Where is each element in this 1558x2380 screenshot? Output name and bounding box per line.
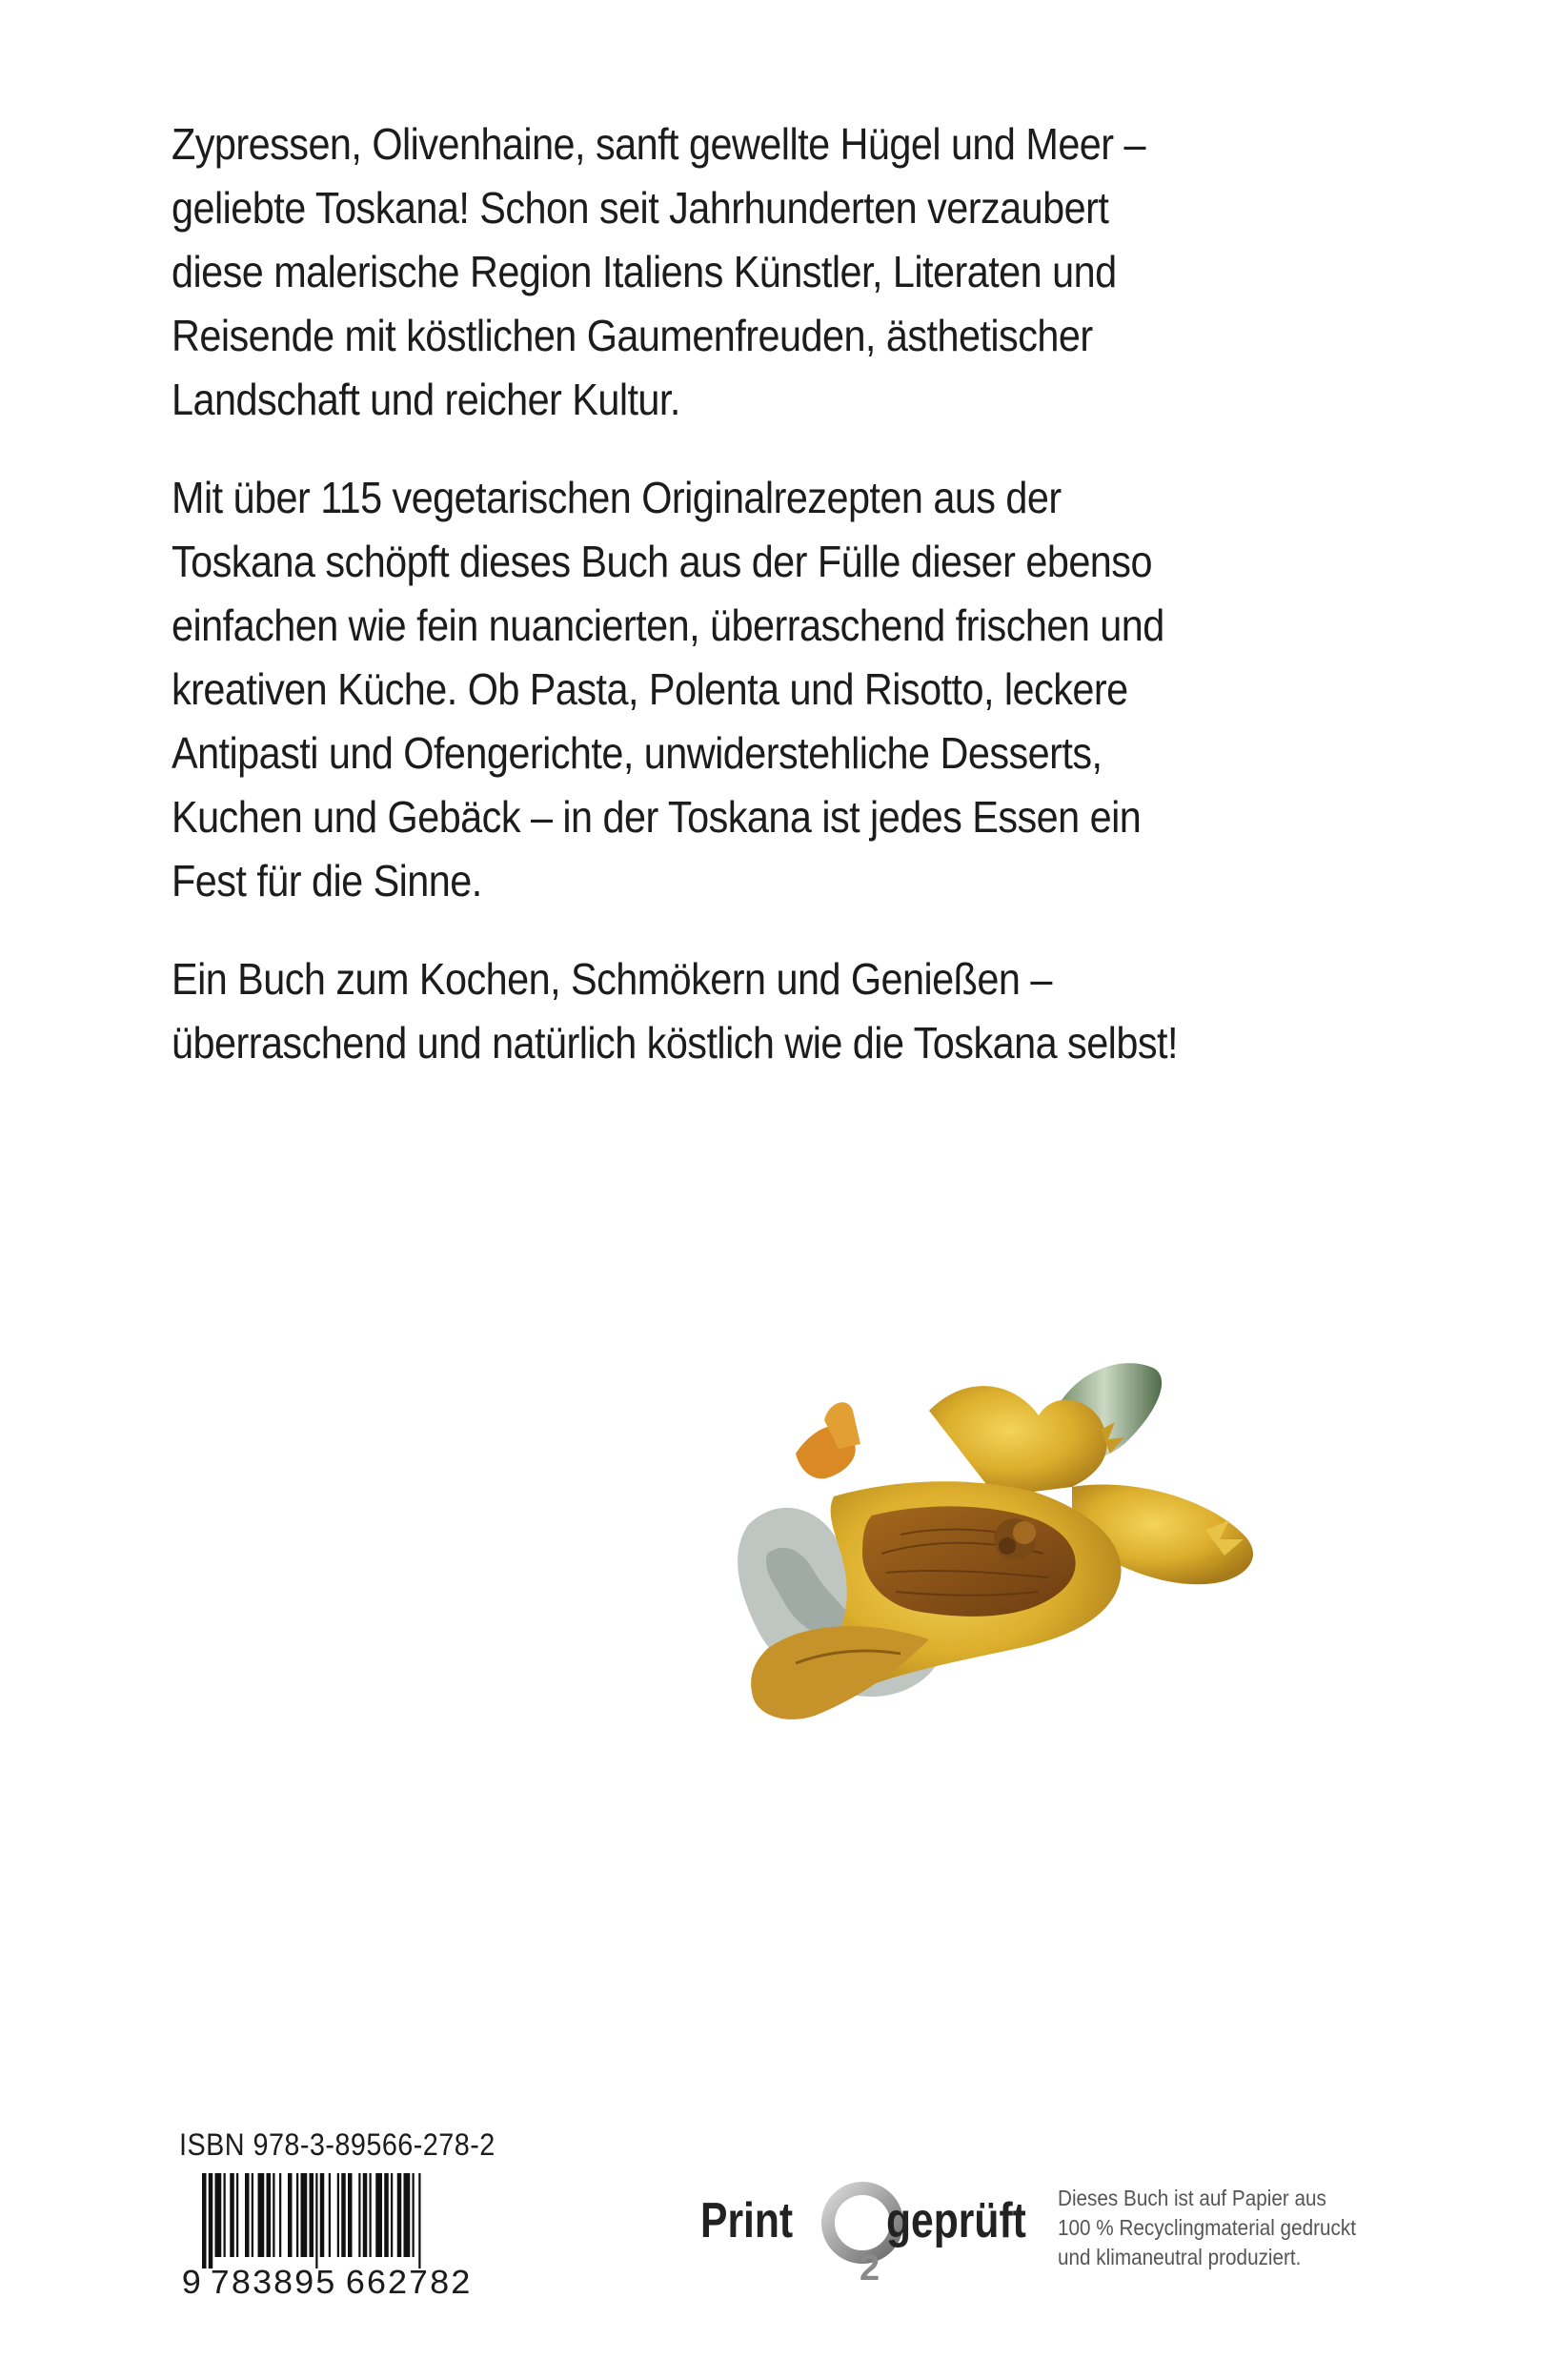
zucchini-flower-illustration bbox=[710, 1334, 1282, 1782]
logo-word-geprueft: geprüft bbox=[886, 2193, 1026, 2248]
barcode-digit-group-left: 783895 bbox=[210, 2265, 336, 2304]
barcode-bar bbox=[252, 2173, 253, 2257]
text-line: Kuchen und Gebäck – in der Toskana ist jedes Essen ein bbox=[172, 792, 1142, 842]
barcode-bar bbox=[267, 2173, 272, 2257]
barcode-bar bbox=[315, 2173, 317, 2268]
blurb-paragraph bbox=[172, 112, 1201, 432]
barcode-bar bbox=[404, 2173, 411, 2257]
barcode-bar bbox=[230, 2173, 234, 2257]
eco-note-line: und klimaneutral produziert. bbox=[1058, 2245, 1302, 2269]
text-line: Zypressen, Olivenhaine, sanft gewellte Hügel und Meer – bbox=[172, 119, 1145, 169]
logo-word-print: Print bbox=[700, 2193, 794, 2248]
barcode-bar bbox=[384, 2173, 389, 2257]
barcode-bar bbox=[296, 2173, 298, 2257]
barcode-bar bbox=[397, 2173, 402, 2257]
blurb-paragraph bbox=[172, 947, 1201, 1075]
barcode-bar bbox=[358, 2173, 360, 2257]
barcode-digit-group-right: 662782 bbox=[345, 2265, 472, 2304]
barcode-bar bbox=[320, 2173, 325, 2257]
text-line: Mit über 115 vegetarischen Originalrezepten aus der bbox=[172, 473, 1062, 522]
text-line: kreativen Küche. Ob Pasta, Polenta und Risotto, leckere bbox=[172, 664, 1128, 714]
co2-subscript: 2 bbox=[860, 2248, 880, 2288]
text-line: einfachen wie fein nuancierten, überraschend frischen und bbox=[172, 600, 1164, 650]
barcode-bar bbox=[202, 2173, 207, 2268]
barcode-digit-lead: 9 bbox=[181, 2265, 203, 2304]
barcode-bar bbox=[245, 2173, 250, 2257]
barcode-bar bbox=[391, 2173, 393, 2257]
barcode-bar bbox=[329, 2173, 331, 2257]
text-line: Toskana schöpft dieses Buch aus der Fülle dieser ebenso bbox=[172, 537, 1152, 586]
barcode-bar bbox=[413, 2173, 415, 2257]
text-line: Reisende mit köstlichen Gaumenfreuden, ästhetischer bbox=[172, 311, 1093, 360]
barcode-bar bbox=[224, 2173, 226, 2257]
print-co2-logo bbox=[700, 2166, 1034, 2289]
barcode-bar bbox=[418, 2173, 420, 2268]
barcode-bar bbox=[279, 2173, 281, 2257]
barcode-bar bbox=[310, 2173, 314, 2257]
text-line: geliebte Toskana! Schon seit Jahrhunderten verzaubert bbox=[172, 183, 1109, 233]
barcode-bar bbox=[288, 2173, 293, 2257]
eco-note bbox=[1058, 2184, 1384, 2272]
blurb-paragraph bbox=[172, 466, 1201, 913]
barcode bbox=[200, 2173, 486, 2268]
isbn-label: ISBN 978-3-89566-278-2 bbox=[179, 2127, 496, 2162]
eco-note-line: 100 % Recyclingmaterial gedruckt bbox=[1058, 2215, 1356, 2240]
text-line: überraschend und natürlich köstlich wie die Toskana selbst! bbox=[172, 1018, 1178, 1068]
text-line: Antipasti und Ofengerichte, unwiderstehliche Desserts, bbox=[172, 728, 1103, 778]
text-line: Fest für die Sinne. bbox=[172, 856, 482, 905]
barcode-bar bbox=[301, 2173, 308, 2257]
barcode-bar bbox=[341, 2173, 346, 2257]
barcode-bar bbox=[273, 2173, 274, 2257]
barcode-bar bbox=[370, 2173, 372, 2257]
barcode-bar bbox=[209, 2173, 213, 2268]
barcode-bar bbox=[375, 2173, 382, 2257]
barcode-bar bbox=[337, 2173, 339, 2257]
text-line: Ein Buch zum Kochen, Schmökern und Genießen – bbox=[172, 954, 1052, 1004]
barcode-bar bbox=[258, 2173, 265, 2257]
blurb-text bbox=[172, 112, 1201, 1109]
text-line: Landschaft und reicher Kultur. bbox=[172, 375, 680, 424]
barcode-bar bbox=[363, 2173, 368, 2257]
eco-note-line: Dieses Buch ist auf Papier aus bbox=[1058, 2186, 1326, 2210]
barcode-bar bbox=[215, 2173, 222, 2257]
barcode-bar bbox=[236, 2173, 238, 2257]
text-line: diese malerische Region Italiens Künstler, Literaten und bbox=[172, 247, 1117, 296]
barcode-bar bbox=[348, 2173, 353, 2257]
